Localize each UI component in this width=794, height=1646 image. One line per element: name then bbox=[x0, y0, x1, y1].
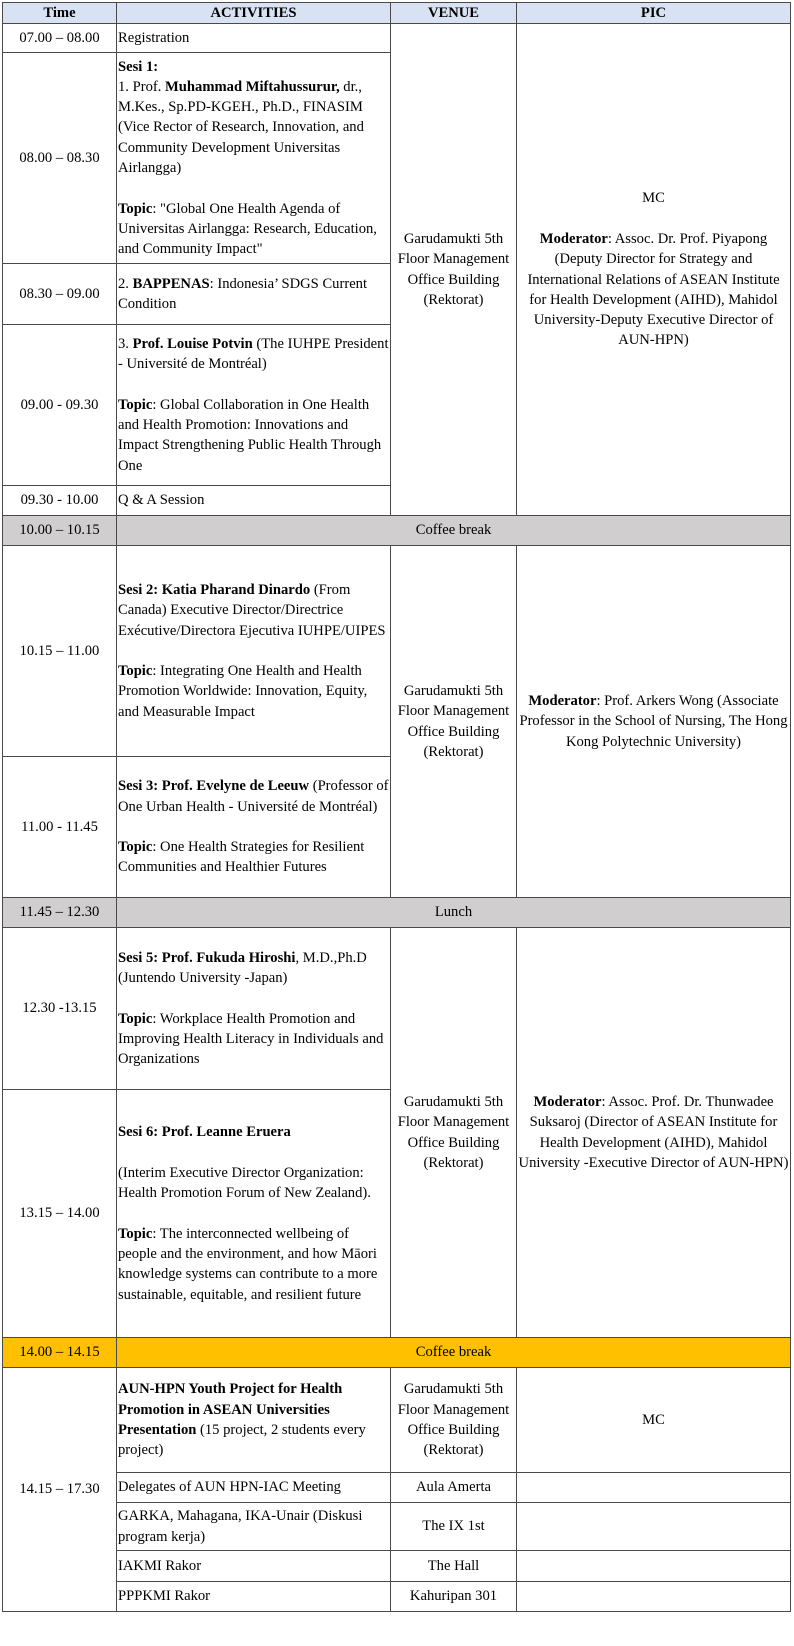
pic-cell bbox=[517, 24, 791, 516]
speaker-prefix: 1. Prof. bbox=[118, 78, 166, 95]
moderator-label: Moderator bbox=[539, 230, 608, 247]
activity-cell: Q & A Session bbox=[117, 486, 391, 516]
venue-cell: Garudamukti 5th Floor Management Office Building (Rektorat) bbox=[391, 546, 517, 898]
speaker-prefix: 2. bbox=[118, 275, 133, 292]
speaker-name: Muhammad Miftahussurur, bbox=[165, 78, 340, 95]
speaker-name: Prof. Louise Potvin bbox=[132, 335, 253, 352]
time-cell: 12.30 -13.15 bbox=[3, 928, 117, 1090]
header-activities: ACTIVITIES bbox=[117, 3, 391, 24]
header-pic: PIC bbox=[517, 3, 791, 24]
topic-label: Topic bbox=[118, 200, 153, 217]
header-venue: VENUE bbox=[391, 3, 517, 24]
topic-label: Topic bbox=[118, 1010, 153, 1027]
speaker-details: : Indonesia’ SDGS Current Condition bbox=[118, 275, 368, 312]
pic-cell bbox=[517, 928, 791, 1338]
venue-cell: Aula Amerta bbox=[391, 1473, 517, 1503]
topic-text: : Integrating One Health and Health Promotion Worldwide: Innovation, Equity, and Measurable Impact bbox=[118, 663, 368, 720]
speaker-details: dr., M.Kes., Sp.PD-KGEH., Ph.D., FINASIM (Vice Rector of Research, Innovation, and Community Development Universitas Airlangga) bbox=[118, 78, 364, 176]
time-cell: 14.00 – 14.15 bbox=[3, 1338, 117, 1368]
schedule-row bbox=[3, 928, 791, 1090]
time-cell: 09.30 - 10.00 bbox=[3, 486, 117, 516]
pic-cell bbox=[517, 1503, 791, 1551]
venue-cell: The IX 1st bbox=[391, 1503, 517, 1551]
activity-cell bbox=[117, 757, 391, 898]
break-row bbox=[3, 516, 791, 546]
break-label: Lunch bbox=[117, 898, 791, 928]
schedule-row bbox=[3, 1551, 791, 1582]
time-cell: 11.45 – 12.30 bbox=[3, 898, 117, 928]
activity-title: AUN-HPN Youth Project for Health Promotion in ASEAN Universities Presentation bbox=[118, 1381, 343, 1438]
pic-cell bbox=[517, 1473, 791, 1503]
topic-text: : "Global One Health Agenda of Universitas Airlangga: Research, Education, and Community Impact" bbox=[118, 200, 377, 258]
schedule-row bbox=[3, 1503, 791, 1551]
pic-cell: MC bbox=[517, 1368, 791, 1473]
schedule-row bbox=[3, 1582, 791, 1612]
break-label: Coffee break bbox=[117, 1338, 791, 1368]
speaker-name: Sesi 5: Prof. Fukuda Hiroshi bbox=[118, 949, 296, 966]
topic-label: Topic bbox=[118, 1225, 153, 1242]
time-cell: 10.15 – 11.00 bbox=[3, 546, 117, 757]
topic-text: : Workplace Health Promotion and Improving Health Literacy in Individuals and Organizations bbox=[118, 1010, 384, 1068]
venue-cell: Garudamukti 5th Floor Management Office Building (Rektorat) bbox=[391, 1368, 517, 1473]
activity-cell bbox=[117, 53, 391, 264]
time-cell: 14.15 – 17.30 bbox=[3, 1368, 117, 1612]
speaker-prefix: 3. bbox=[118, 335, 133, 352]
venue-cell: Kahuripan 301 bbox=[391, 1582, 517, 1612]
schedule-row bbox=[3, 24, 791, 53]
speaker-details: (Professor of One Urban Health - Université de Montréal) bbox=[118, 778, 389, 815]
speaker-details: , M.D.,Ph.D (Juntendo University -Japan) bbox=[118, 949, 367, 986]
moderator-text: : Prof. Arkers Wong (Associate Professor in the School of Nursing, The Hong Kong Polytechnic University) bbox=[519, 693, 788, 750]
schedule-table bbox=[2, 2, 791, 1612]
moderator-label: Moderator bbox=[528, 693, 597, 710]
moderator-text: : Assoc. Dr. Prof. Piyapong (Deputy Director for Strategy and International Relations of ASEAN Institute for Health Development (AIHD), Mahidol University-Deputy Executive Director of AUN-HPN) bbox=[527, 230, 780, 349]
activity-cell: IAKMI Rakor bbox=[117, 1551, 391, 1582]
activity-cell bbox=[117, 928, 391, 1090]
time-cell: 09.00 - 09.30 bbox=[3, 325, 117, 486]
topic-label: Topic bbox=[118, 839, 153, 856]
moderator-text: : Assoc. Prof. Dr. Thunwadee Suksaroj (Director of ASEAN Institute for Health Development (AIHD), Mahidol University -Executive Director of AUN-HPN) bbox=[518, 1093, 789, 1171]
header-time: Time bbox=[3, 3, 117, 24]
time-cell: 08.00 – 08.30 bbox=[3, 53, 117, 264]
break-label: Coffee break bbox=[117, 516, 791, 546]
activity-cell bbox=[117, 1368, 391, 1473]
time-cell: 13.15 – 14.00 bbox=[3, 1090, 117, 1338]
pic-cell bbox=[517, 1582, 791, 1612]
header-row bbox=[3, 3, 791, 24]
activity-cell: GARKA, Mahagana, IKA-Unair (Diskusi program kerja) bbox=[117, 1503, 391, 1551]
speaker-details: (The IUHPE President - Université de Montréal) bbox=[118, 335, 389, 373]
topic-text: : The interconnected wellbeing of people and the environment, and how Māori knowledge systems can contribute to a more sustainable, equitable, and resilient future bbox=[118, 1225, 378, 1303]
activity-details: (15 project, 2 students every project) bbox=[118, 1422, 366, 1459]
speaker-organization: (Interim Executive Director Organization: Health Promotion Forum of New Zealand). bbox=[118, 1164, 371, 1202]
break-row bbox=[3, 898, 791, 928]
activity-cell bbox=[117, 325, 391, 486]
activity-cell: PPPKMI Rakor bbox=[117, 1582, 391, 1612]
topic-label: Topic bbox=[118, 396, 153, 413]
activity-cell bbox=[117, 546, 391, 757]
speaker-name: BAPPENAS bbox=[132, 275, 210, 292]
speaker-name: Sesi 2: Katia Pharand Dinardo bbox=[118, 581, 311, 598]
venue-cell: The Hall bbox=[391, 1551, 517, 1582]
topic-text: : Global Collaboration in One Health and Health Promotion: Innovations and Impact Strengthening Public Health Through One bbox=[118, 396, 382, 474]
pic-cell bbox=[517, 546, 791, 898]
break-row bbox=[3, 1338, 791, 1368]
speaker-details: (From Canada) Executive Director/Directrice Exécutive/Directora Ejecutiva IUHPE/UIPES bbox=[118, 581, 386, 639]
venue-cell: Garudamukti 5th Floor Management Office Building (Rektorat) bbox=[391, 928, 517, 1338]
moderator-label: Moderator bbox=[533, 1093, 602, 1110]
activity-cell bbox=[117, 1090, 391, 1338]
speaker-name: Sesi 6: Prof. Leanne Eruera bbox=[118, 1124, 291, 1141]
time-cell: 07.00 – 08.00 bbox=[3, 24, 117, 53]
activity-cell: Registration bbox=[117, 24, 391, 53]
session-label: Sesi 1: bbox=[118, 58, 159, 75]
schedule-row bbox=[3, 1368, 791, 1473]
venue-cell: Garudamukti 5th Floor Management Office Building (Rektorat) bbox=[391, 24, 517, 516]
activity-cell bbox=[117, 264, 391, 325]
topic-text: : One Health Strategies for Resilient Communities and Healthier Futures bbox=[118, 839, 365, 876]
speaker-name: Sesi 3: Prof. Evelyne de Leeuw bbox=[118, 778, 310, 795]
time-cell: 11.00 - 11.45 bbox=[3, 757, 117, 898]
time-cell: 10.00 – 10.15 bbox=[3, 516, 117, 546]
pic-cell bbox=[517, 1551, 791, 1582]
schedule-row bbox=[3, 546, 791, 757]
pic-mc: MC bbox=[642, 190, 665, 207]
time-cell: 08.30 – 09.00 bbox=[3, 264, 117, 325]
activity-cell: Delegates of AUN HPN-IAC Meeting bbox=[117, 1473, 391, 1503]
schedule-row bbox=[3, 1473, 791, 1503]
topic-label: Topic bbox=[118, 663, 153, 680]
